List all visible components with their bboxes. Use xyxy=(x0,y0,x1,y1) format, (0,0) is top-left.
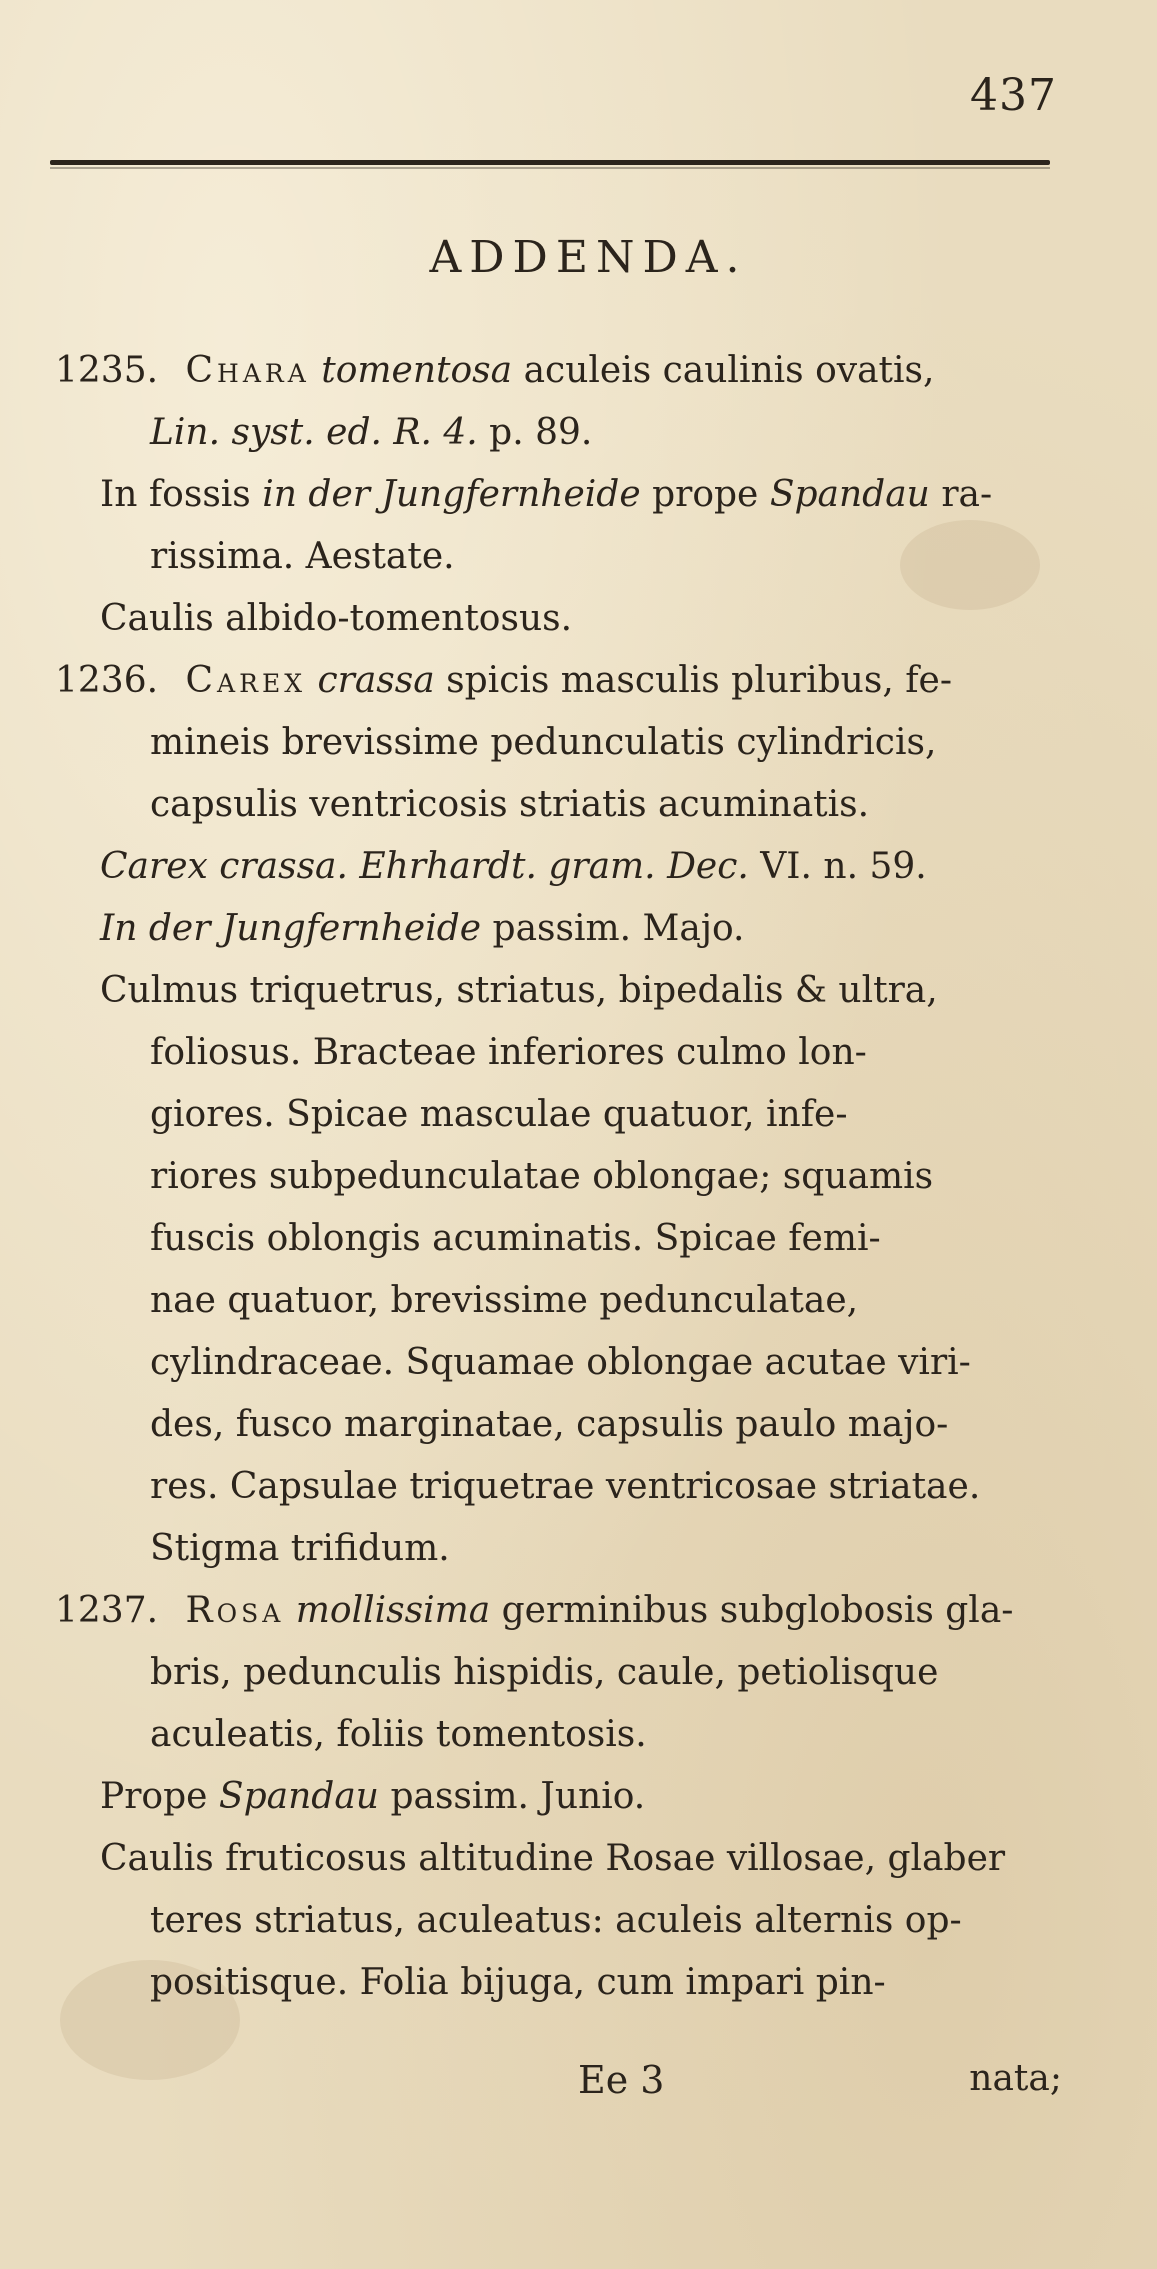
description-text: capsulis ventricosis striatis acuminatis. xyxy=(150,784,870,825)
note-text: fuscis oblongis acuminatis. Spicae femi- xyxy=(150,1218,881,1259)
entry-1236-line-10 xyxy=(55,1208,1065,1270)
entry-1236-line-5 xyxy=(55,898,1065,960)
description-text: mineis brevissime pedunculatis cylindricis, xyxy=(150,722,937,763)
header-rule xyxy=(50,160,1050,165)
description-text: spicis masculis pluribus, fe- xyxy=(446,660,953,701)
habitat-text: rissima. Aestate. xyxy=(150,536,455,577)
species-name: mollissima xyxy=(295,1590,491,1631)
entry-1236-line-11 xyxy=(55,1270,1065,1332)
note-text: cylindraceae. Squamae oblongae acutae viri- xyxy=(150,1342,971,1383)
entry-1235-line-1 xyxy=(55,340,1065,402)
entry-1237-line-6 xyxy=(55,1890,1065,1952)
entry-1237-line-5 xyxy=(55,1828,1065,1890)
habitat-text: passim. Junio. xyxy=(390,1776,646,1817)
entry-1235-line-2 xyxy=(55,402,1065,464)
citation: Carex crassa. Ehrhardt. gram. Dec. xyxy=(100,846,749,887)
entry-1237-line-4 xyxy=(55,1766,1065,1828)
note-text: Stigma trifidum. xyxy=(150,1528,450,1569)
entry-1236-line-6 xyxy=(55,960,1065,1022)
entry-1235-line-5 xyxy=(55,588,1065,650)
entry-1237-line-2 xyxy=(55,1642,1065,1704)
habitat-text: Prope xyxy=(100,1776,208,1817)
catchword: nata; xyxy=(969,2058,1062,2099)
entry-1236-line-14 xyxy=(55,1456,1065,1518)
note-text: teres striatus, aculeatus: aculeis alternis op- xyxy=(150,1900,962,1941)
entry-1236-line-8 xyxy=(55,1084,1065,1146)
entry-1237-line-7 xyxy=(55,1952,1065,2014)
entry-1236-line-3 xyxy=(55,774,1065,836)
habitat-text: In fossis xyxy=(100,474,251,515)
locality-name: In der Jungfernheide xyxy=(100,908,482,949)
note-text: riores subpedunculatae oblongae; squamis xyxy=(150,1156,934,1197)
note-text: res. Capsulae triquetrae ventricosae striatae. xyxy=(150,1466,981,1507)
section-title: ADDENDA. xyxy=(429,232,748,283)
citation-page: VI. n. 59. xyxy=(760,846,927,887)
entry-1236-line-13 xyxy=(55,1394,1065,1456)
species-name: tomentosa xyxy=(321,350,513,391)
description-text: aculeis caulinis ovatis, xyxy=(523,350,935,391)
note-text: foliosus. Bracteae inferiores culmo lon- xyxy=(150,1032,867,1073)
habitat-text: prope xyxy=(652,474,759,515)
locality-name: in der Jungfernheide xyxy=(262,474,641,515)
habitat-text: ra- xyxy=(941,474,993,515)
note-text: nae quatuor, brevissime pedunculatae, xyxy=(150,1280,859,1321)
habitat-text: passim. Majo. xyxy=(492,908,745,949)
locality-name: Spandau xyxy=(218,1776,379,1817)
entry-number: 1236. xyxy=(55,660,159,701)
entry-1237-line-3 xyxy=(55,1704,1065,1766)
entry-1237-line-1 xyxy=(55,1580,1065,1642)
entry-1236-line-1 xyxy=(55,650,1065,712)
page-number: 437 xyxy=(970,70,1057,121)
description-text: aculeatis, foliis tomentosis. xyxy=(150,1714,647,1755)
description-text: bris, pedunculis hispidis, caule, petiolisque xyxy=(150,1652,939,1693)
locality-name: Spandau xyxy=(769,474,930,515)
genus-name: Carex xyxy=(185,660,306,701)
note-text: Caulis fruticosus altitudine Rosae villosae, glaber xyxy=(100,1838,1006,1879)
genus-name: Rosa xyxy=(185,1590,285,1631)
citation-page: p. 89. xyxy=(489,412,593,453)
body-text xyxy=(55,340,1065,2014)
signature-mark: Ee 3 xyxy=(578,2058,665,2102)
entry-1236-line-7 xyxy=(55,1022,1065,1084)
entry-1236-line-15 xyxy=(55,1518,1065,1580)
entry-number: 1235. xyxy=(55,350,159,391)
note-text: des, fusco marginatae, capsulis paulo majo- xyxy=(150,1404,949,1445)
description-text: germinibus subglobosis gla- xyxy=(501,1590,1014,1631)
entry-1235-line-4 xyxy=(55,526,1065,588)
note-text: positisque. Folia bijuga, cum impari pin- xyxy=(150,1962,886,2003)
citation: Lin. syst. ed. R. 4. xyxy=(150,412,478,453)
note-text: giores. Spicae masculae quatuor, infe- xyxy=(150,1094,848,1135)
entry-1236-line-4 xyxy=(55,836,1065,898)
entry-1236-line-9 xyxy=(55,1146,1065,1208)
entry-1236-line-2 xyxy=(55,712,1065,774)
note-text: Culmus triquetrus, striatus, bipedalis & ultra, xyxy=(100,970,938,1011)
entry-number: 1237. xyxy=(55,1590,159,1631)
genus-name: Chara xyxy=(185,350,310,391)
note-text: Caulis albido-tomentosus. xyxy=(100,598,573,639)
entry-1236-line-12 xyxy=(55,1332,1065,1394)
species-name: crassa xyxy=(317,660,435,701)
entry-1235-line-3 xyxy=(55,464,1065,526)
